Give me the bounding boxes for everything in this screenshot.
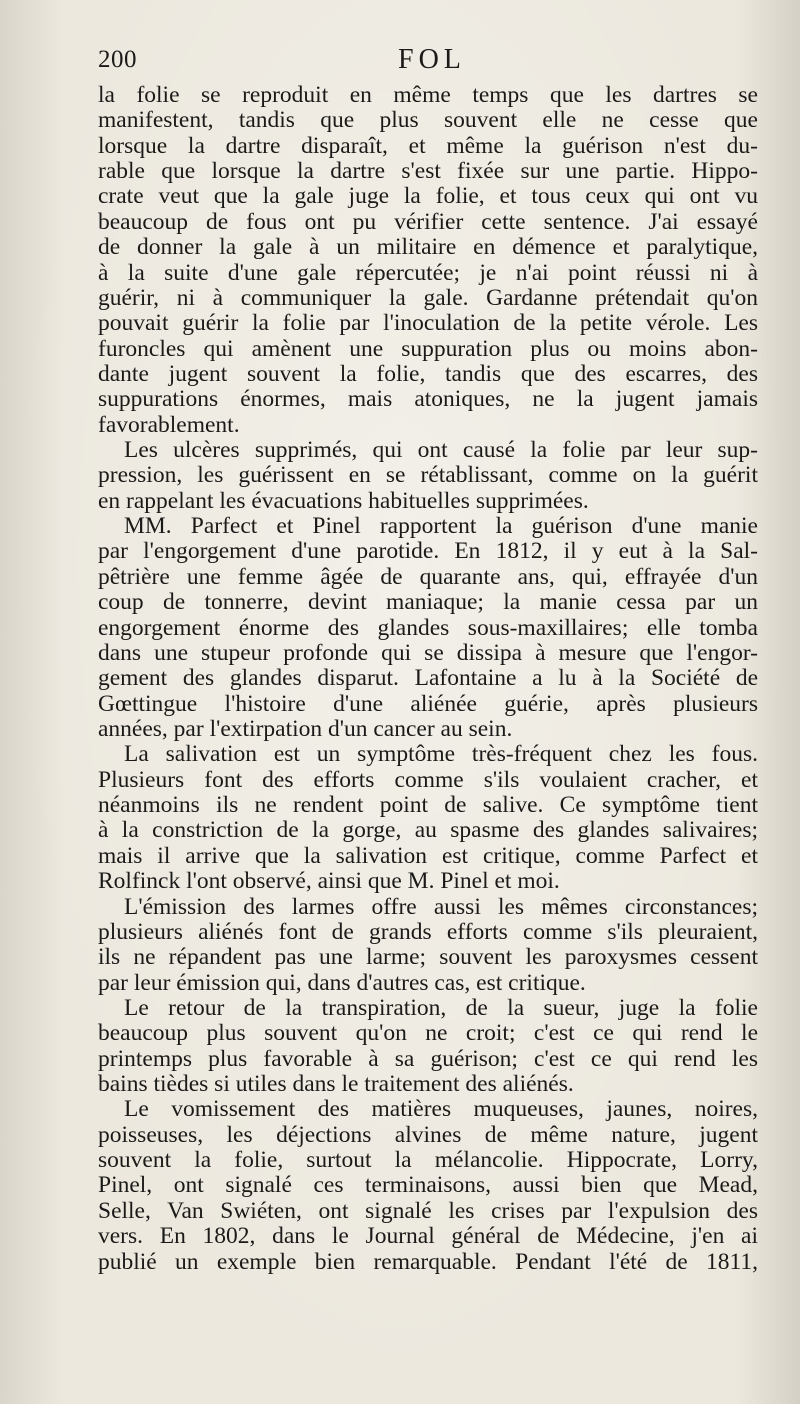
text-line: ils ne répandent pas une larme; souvent les paroxysmes cessent [98,944,758,971]
text-line: publié un exemple bien remarquable. Pendant l'été de 1811, [98,1248,758,1275]
text-line: guérir, ni à communiquer la gale. Gardanne prétendait qu'on [98,284,758,311]
text-line: L'émission des larmes offre aussi les mêmes circonstances; [124,893,758,920]
text-line: pêtrière une femme âgée de quarante ans, qui, effrayée d'un [98,563,758,590]
text-line: à la suite d'une gale répercutée; je n'ai point réussi ni à [98,259,758,286]
text-line: beaucoup plus souvent qu'on ne croit; c'est ce qui rend le [98,1020,758,1047]
text-line: suppurations énormes, mais atoniques, ne la jugent jamais [98,386,758,413]
text-line: furoncles qui amènent une suppuration plus ou moins abon- [98,335,758,362]
text-line: engorgement énorme des glandes sous-maxillaires; elle tomba [98,614,758,641]
text-line: gement des glandes disparut. Lafontaine a lu à la Société de [98,665,758,692]
text-line: la folie se reproduit en même temps que les dartres se [98,82,758,108]
running-head: FOL [398,44,466,75]
text-line: Rolfinck l'ont observé, ainsi que M. Pinel et moi. [98,868,560,895]
text-line: lorsque la dartre disparaît, et même la guérison n'est du- [98,132,758,159]
text-line: La salivation est un symptôme très-fréquent chez les fous. [124,741,758,768]
text-line: années, par l'extirpation d'un cancer au sein. [98,715,513,742]
text-line: poisseuses, les déjections alvines de même nature, jugent [98,1121,758,1148]
text-line: en rappelant les évacuations habituelles supprimées. [98,487,589,514]
text-line: Gœttingue l'histoire d'une aliénée guérie, après plusieurs [98,690,758,717]
text-line: par l'engorgement d'une parotide. En 1812, il y eut à la Sal- [98,538,758,565]
text-line: manifestent, tandis que plus souvent elle ne cesse que [98,107,758,134]
text-line: plusieurs aliénés font de grands efforts comme s'ils pleuraient, [98,918,758,945]
text-line: pression, les guérissent en se rétablissant, comme on la guérit [98,462,758,489]
text-line: Le retour de la transpiration, de la sueur, juge la folie [124,994,758,1021]
text-line: pouvait guérir la folie par l'inoculation de la petite vérole. Les [98,310,758,337]
text-line: Les ulcères supprimés, qui ont causé la folie par leur sup- [124,437,758,464]
text-line: à la constriction de la gorge, au spasme des glandes salivaires; [98,817,758,844]
text-line: printemps plus favorable à sa guérison; c'est ce qui rend les [98,1045,758,1072]
text-line: souvent la folie, surtout la mélancolie. Hippocrate, Lorry, [98,1147,758,1174]
text-line: bains tièdes si utiles dans le traitement des aliénés. [98,1071,574,1098]
text-line: dans une stupeur profonde qui se dissipa à mesure que l'engor- [98,639,758,666]
text-line: dante jugent souvent la folie, tandis que des escarres, des [98,360,758,387]
page-header [98,44,758,76]
text-line: vers. En 1802, dans le Journal général de Médecine, j'en ai [98,1223,758,1250]
page-number: 200 [98,46,137,73]
text-line: mais il arrive que la salivation est critique, comme Parfect et [98,842,758,869]
text-line: Le vomissement des matières muqueuses, jaunes, noires, [124,1096,758,1123]
text-line: de donner la gale à un militaire en démence et paralytique, [98,234,758,261]
text-line: beaucoup de fous ont pu vérifier cette sentence. J'ai essayé [98,208,758,235]
text-line: Pinel, ont signalé ces terminaisons, aussi bien que Mead, [98,1172,758,1199]
text-line: par leur émission qui, dans d'autres cas, est critique. [98,969,586,996]
text-line: MM. Parfect et Pinel rapportent la guérison d'une manie [124,513,758,540]
text-line: Selle, Van Swiéten, ont signalé les crises par l'expulsion des [98,1197,758,1224]
text-line: rable que lorsque la dartre s'est fixée sur une partie. Hippo- [98,158,758,185]
text-line: coup de tonnerre, devint maniaque; la manie cessa par un [98,589,758,616]
text-line: crate veut que la gale juge la folie, et tous ceux qui ont vu [98,183,758,210]
text-line: Plusieurs font des efforts comme s'ils voulaient cracher, et [98,766,758,793]
text-line: néanmoins ils ne rendent point de salive. Ce symptôme tient [98,792,758,819]
body-text [98,83,758,1275]
text-line: favorablement. [98,411,240,438]
